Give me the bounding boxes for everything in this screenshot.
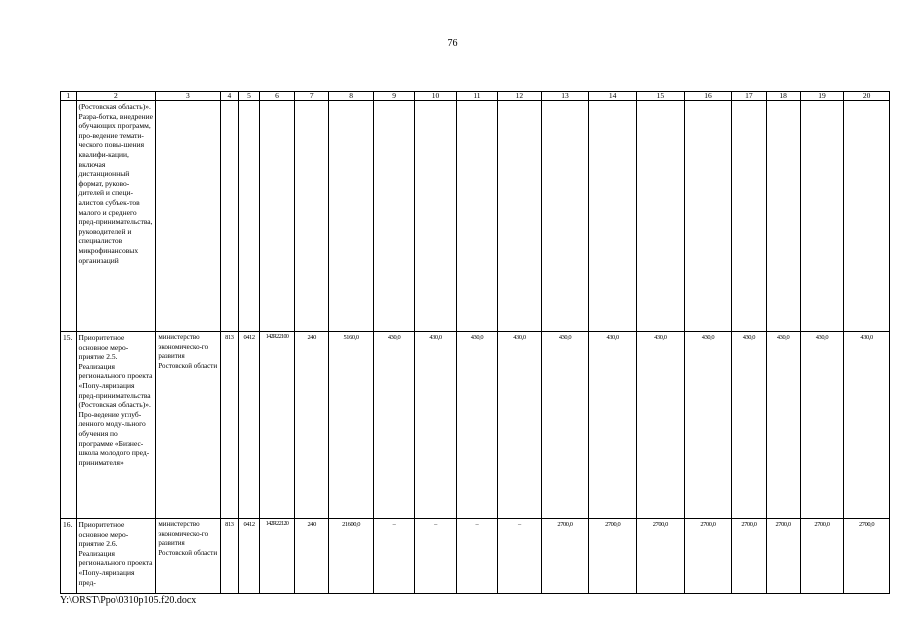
year-cell: – bbox=[456, 519, 497, 594]
column-number-row bbox=[61, 92, 890, 101]
header-cell: 6 bbox=[259, 92, 294, 101]
year-cell: 2700,0 bbox=[637, 519, 685, 594]
year-cell bbox=[373, 101, 414, 332]
cell-total: 21600,0 bbox=[329, 519, 374, 594]
header-cell: 13 bbox=[541, 92, 589, 101]
executor: министерство экономическо-го развития Ростовской области bbox=[156, 519, 220, 594]
header-cell: 1 bbox=[61, 92, 77, 101]
footer-file-path: Y:\ORST\Ppo\0310p105.f20.docx bbox=[60, 595, 197, 606]
cell-vr: 240 bbox=[295, 332, 329, 519]
cell-csr: 142R22100 bbox=[259, 332, 294, 519]
header-cell: 10 bbox=[415, 92, 456, 101]
header-cell: 8 bbox=[329, 92, 374, 101]
year-cell bbox=[456, 101, 497, 332]
activity-name: Приоритетное основное меро-приятие 2.5. Реализация регионального проекта «Попу-ляризация пред-принимательства (Ростовская область)». Про-ведение углуб-ленного моду-льного обучения по программе «Бизнес-школа молодого пред-принимателя» bbox=[76, 332, 156, 519]
year-cell: 430,0 bbox=[373, 332, 414, 519]
year-cell bbox=[732, 101, 766, 332]
year-cell: 430,0 bbox=[684, 332, 732, 519]
year-cell: 2700,0 bbox=[541, 519, 589, 594]
activity-name: Приоритетное основное меро-приятие 2.6. Реализация регионального проекта «Попу-ляризация пред- bbox=[76, 519, 156, 594]
year-cell: – bbox=[415, 519, 456, 594]
row-index: 15. bbox=[61, 332, 77, 519]
year-cell: 2700,0 bbox=[800, 519, 844, 594]
cell-rzpr: 0412 bbox=[239, 519, 260, 594]
year-cell: 430,0 bbox=[800, 332, 844, 519]
header-cell: 19 bbox=[800, 92, 844, 101]
table-row bbox=[61, 101, 890, 332]
header-cell: 15 bbox=[637, 92, 685, 101]
executor bbox=[156, 101, 220, 332]
header-cell: 12 bbox=[498, 92, 542, 101]
year-cell: – bbox=[373, 519, 414, 594]
page-number: 76 bbox=[447, 38, 458, 49]
year-cell bbox=[541, 101, 589, 332]
year-cell: – bbox=[498, 519, 542, 594]
header-cell: 14 bbox=[589, 92, 637, 101]
year-cell: 2700,0 bbox=[684, 519, 732, 594]
year-cell: 430,0 bbox=[732, 332, 766, 519]
year-cell bbox=[415, 101, 456, 332]
cell-vr bbox=[295, 101, 329, 332]
year-cell bbox=[800, 101, 844, 332]
budget-table bbox=[60, 91, 890, 594]
year-cell: 430,0 bbox=[589, 332, 637, 519]
cell-grbs: 813 bbox=[220, 519, 239, 594]
header-cell: 18 bbox=[766, 92, 800, 101]
cell-total: 5160,0 bbox=[329, 332, 374, 519]
header-cell: 9 bbox=[373, 92, 414, 101]
year-cell bbox=[844, 101, 890, 332]
header-cell: 20 bbox=[844, 92, 890, 101]
header-cell: 2 bbox=[76, 92, 156, 101]
cell-csr: 142R22120 bbox=[259, 519, 294, 594]
year-cell: 2700,0 bbox=[589, 519, 637, 594]
cell-rzpr: 0412 bbox=[239, 332, 260, 519]
year-cell: 2700,0 bbox=[732, 519, 766, 594]
year-cell bbox=[766, 101, 800, 332]
executor: министерство экономическо-го развития Ростовской области bbox=[156, 332, 220, 519]
cell-csr bbox=[259, 101, 294, 332]
cell-total bbox=[329, 101, 374, 332]
cell-vr: 240 bbox=[295, 519, 329, 594]
row-index bbox=[61, 101, 77, 332]
table-row bbox=[61, 519, 890, 594]
activity-name: (Ростовская область)». Разра-ботка, внедрение обучающих программ, про-ведение темати-ческого повы-шения квалифи-кации, включая дистанционный формат, руково-дителей и специ-алистов субъек-тов малого и среднего пред-принимательства, руководителей и специалистов микрофинансовых организаций bbox=[76, 101, 156, 332]
year-cell: 430,0 bbox=[766, 332, 800, 519]
cell-grbs: 813 bbox=[220, 332, 239, 519]
header-cell: 5 bbox=[239, 92, 260, 101]
header-cell: 17 bbox=[732, 92, 766, 101]
year-cell: 430,0 bbox=[844, 332, 890, 519]
year-cell bbox=[589, 101, 637, 332]
year-cell bbox=[637, 101, 685, 332]
row-index: 16. bbox=[61, 519, 77, 594]
year-cell: 430,0 bbox=[541, 332, 589, 519]
cell-grbs bbox=[220, 101, 239, 332]
year-cell: 430,0 bbox=[637, 332, 685, 519]
year-cell: 2700,0 bbox=[766, 519, 800, 594]
year-cell: 430,0 bbox=[456, 332, 497, 519]
header-cell: 3 bbox=[156, 92, 220, 101]
header-cell: 4 bbox=[220, 92, 239, 101]
year-cell bbox=[684, 101, 732, 332]
year-cell: 430,0 bbox=[498, 332, 542, 519]
year-cell: 430,0 bbox=[415, 332, 456, 519]
table-row bbox=[61, 332, 890, 519]
year-cell bbox=[498, 101, 542, 332]
header-cell: 7 bbox=[295, 92, 329, 101]
header-cell: 16 bbox=[684, 92, 732, 101]
header-cell: 11 bbox=[456, 92, 497, 101]
cell-rzpr bbox=[239, 101, 260, 332]
year-cell: 2700,0 bbox=[844, 519, 890, 594]
